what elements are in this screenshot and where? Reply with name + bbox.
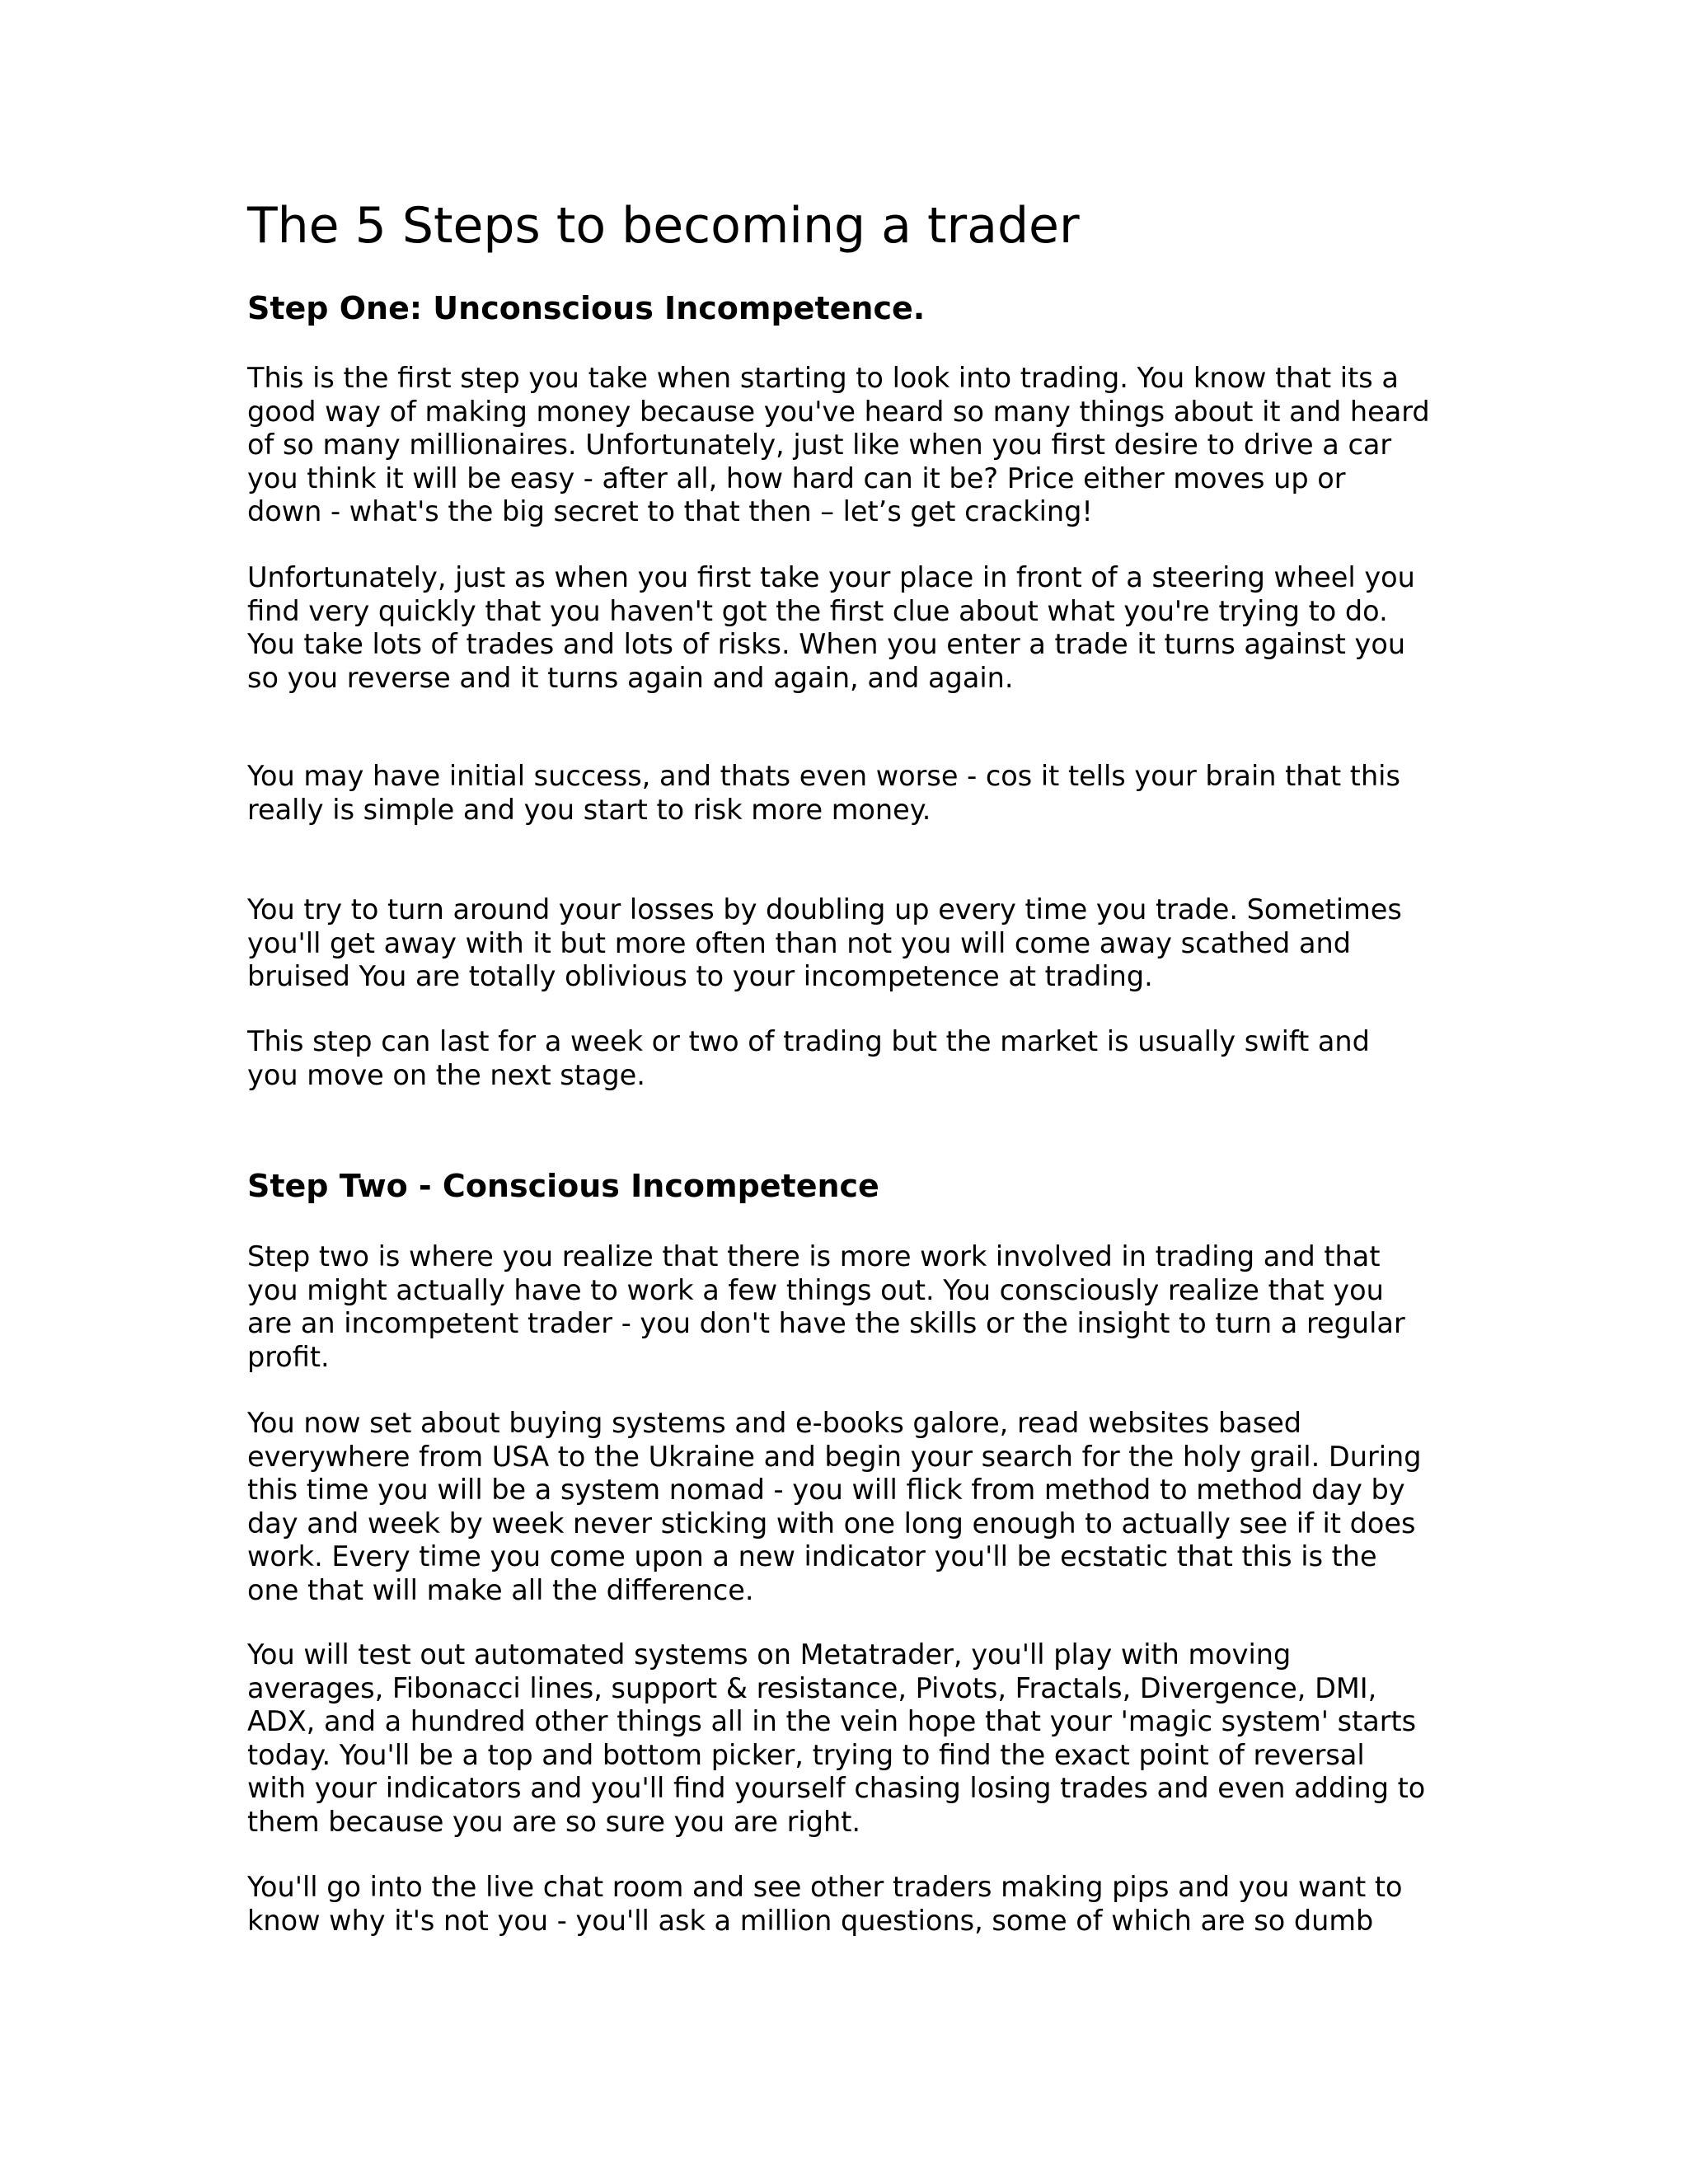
text-line: this time you will be a system nomad - you will flick from method to method day by xyxy=(247,1474,1405,1506)
text-line: averages, Fibonacci lines, support & resistance, Pivots, Fractals, Divergence, DMI, xyxy=(247,1671,1377,1704)
paragraph xyxy=(247,893,1402,994)
text-line: This is the first step you take when starting to look into trading. You know that its a xyxy=(247,362,1399,394)
section-heading-step-two: Step Two - Conscious Incompetence xyxy=(247,1168,879,1204)
text-line: find very quickly that you haven't got the first clue about what you're trying to do. xyxy=(247,594,1388,627)
text-line: you move on the next stage. xyxy=(247,1058,645,1091)
text-line: day and week by week never sticking with one long enough to actually see if it does xyxy=(247,1507,1416,1540)
paragraph xyxy=(247,1240,1405,1374)
text-line: of so many millionaires. Unfortunately, just like when you first desire to drive a car xyxy=(247,429,1392,461)
text-line: Unfortunately, just as when you first take your place in front of a steering wheel you xyxy=(247,561,1415,593)
section-heading-step-one: Step One: Unconscious Incompetence. xyxy=(247,290,926,326)
paragraph xyxy=(247,362,1430,529)
paragraph xyxy=(247,1025,1370,1092)
text-line: today. You'll be a top and bottom picker, trying to find the exact point of reversal xyxy=(247,1738,1365,1771)
text-line: You'll go into the live chat room and see other traders making pips and you want to xyxy=(247,1871,1403,1903)
text-line: you think it will be easy - after all, how hard can it be? Price either moves up or xyxy=(247,462,1346,494)
text-line: ADX, and a hundred other things all in the vein hope that your 'magic system' starts xyxy=(247,1705,1417,1737)
text-line: You now set about buying systems and e-books galore, read websites based xyxy=(247,1407,1302,1439)
paragraph xyxy=(247,561,1415,695)
text-line: You try to turn around your losses by doubling up every time you trade. Sometimes xyxy=(247,893,1402,926)
document-title: The 5 Steps to becoming a trader xyxy=(247,197,1080,255)
text-line: really is simple and you start to risk more money. xyxy=(247,793,931,826)
text-line: with your indicators and you'll find yourself chasing losing trades and even adding to xyxy=(247,1772,1426,1804)
text-line: know why it's not you - you'll ask a million questions, some of which are so dumb xyxy=(247,1904,1374,1937)
text-line: you'll get away with it but more often than not you will come away scathed and xyxy=(247,926,1351,959)
paragraph xyxy=(247,1871,1403,1938)
text-line: This step can last for a week or two of trading but the market is usually swift and xyxy=(247,1025,1370,1057)
text-line: them because you are so sure you are right. xyxy=(247,1805,861,1838)
text-line: so you reverse and it turns again and again, and again. xyxy=(247,661,1014,694)
text-line: You will test out automated systems on Metatrader, you'll play with moving xyxy=(247,1638,1292,1671)
text-line: are an incompetent trader - you don't have the skills or the insight to turn a regular xyxy=(247,1307,1405,1339)
text-line: bruised You are totally oblivious to your incompetence at trading. xyxy=(247,960,1153,992)
text-line: good way of making money because you've heard so many things about it and heard xyxy=(247,395,1430,428)
text-line: down - what's the big secret to that then – let’s get cracking! xyxy=(247,495,1093,527)
text-line: Step two is where you realize that there is more work involved in trading and that xyxy=(247,1240,1381,1272)
paragraph xyxy=(247,1638,1425,1839)
text-line: one that will make all the difference. xyxy=(247,1573,754,1606)
text-line: you might actually have to work a few things out. You consciously realize that you xyxy=(247,1273,1384,1306)
paragraph xyxy=(247,1407,1422,1607)
text-line: work. Every time you come upon a new indicator you'll be ecstatic that this is the xyxy=(247,1540,1377,1572)
text-line: You take lots of trades and lots of risks. When you enter a trade it turns against you xyxy=(247,628,1406,660)
text-line: profit. xyxy=(247,1340,330,1373)
text-line: You may have initial success, and thats even worse - cos it tells your brain that this xyxy=(247,760,1400,792)
text-line: everywhere from USA to the Ukraine and begin your search for the holy grail. During xyxy=(247,1440,1422,1473)
paragraph xyxy=(247,760,1400,827)
